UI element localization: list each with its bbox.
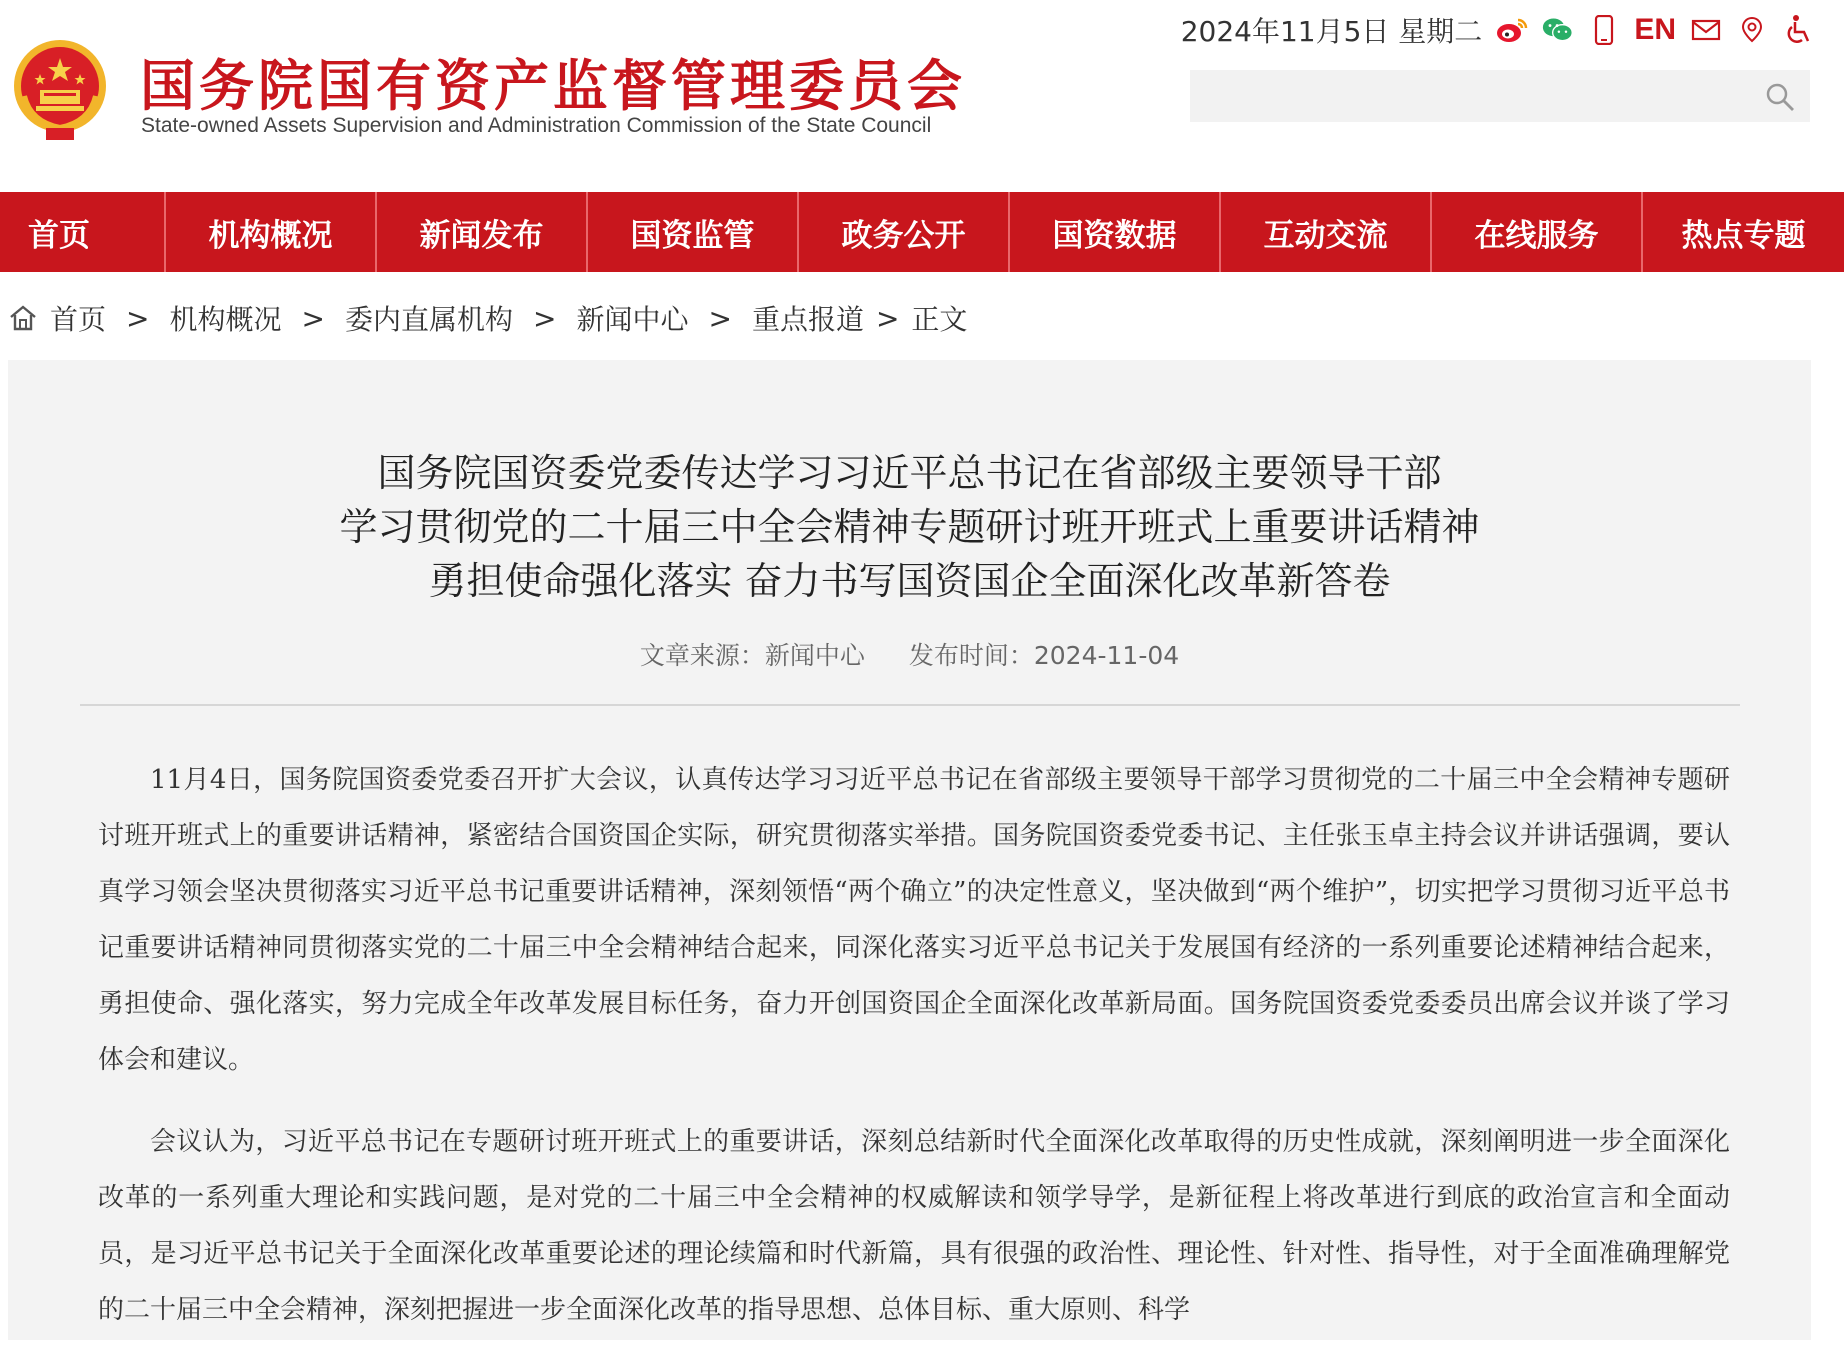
article-body — [98, 752, 1730, 1364]
accessibility-icon[interactable] — [1782, 14, 1814, 46]
nav-item-hot-topics[interactable]: 热点专题 — [1681, 217, 1806, 254]
article-source: 文章来源：新闻中心 — [639, 641, 865, 670]
nav-item-news-release[interactable]: 新闻发布 — [377, 192, 588, 272]
weibo-icon[interactable] — [1496, 14, 1528, 46]
search-box — [1190, 70, 1810, 122]
breadcrumb-current: 正文 — [911, 303, 968, 336]
article-title — [8, 446, 1811, 608]
national-emblem-logo[interactable] — [10, 36, 110, 142]
article-meta — [8, 636, 1811, 672]
breadcrumb-organization[interactable]: 机构概况 — [169, 303, 282, 336]
breadcrumb-affiliated-institutions[interactable]: 委内直属机构 — [344, 303, 513, 336]
breadcrumb-news-center[interactable]: 新闻中心 — [576, 303, 689, 336]
nav-item-supervision[interactable]: 国资监管 — [588, 192, 799, 272]
mobile-icon[interactable] — [1588, 14, 1620, 46]
title-divider — [80, 704, 1740, 706]
nav-item-government-affairs[interactable]: 政务公开 — [799, 192, 1010, 272]
site-subtitle: State-owned Assets Supervision and Administration Commission of the State Council — [141, 114, 932, 137]
breadcrumb-separator: > — [301, 301, 325, 335]
breadcrumb — [8, 296, 967, 340]
nav-item-online-service[interactable]: 在线服务 — [1432, 192, 1643, 272]
top-utility-bar — [1181, 10, 1814, 50]
location-icon[interactable] — [1736, 14, 1768, 46]
nav-item-home[interactable]: 首页 — [0, 192, 166, 272]
site-header — [0, 0, 1844, 192]
nav-item-data[interactable]: 国资数据 — [1010, 192, 1221, 272]
breadcrumb-home[interactable]: 首页 — [50, 303, 107, 336]
article-title-line: 国务院国资委党委传达学习习近平总书记在省部级主要领导干部 — [377, 451, 1442, 495]
article-paragraph: 会议认为，习近平总书记在专题研讨班开班式上的重要讲话，深刻总结新时代全面深化改革取得的历史性成就，深刻阐明进一步全面深化改革的一系列重大理论和实践问题，是对党的二十届三中全会精神的权威解读和领学导学，是新征程上将改革进行到底的政治宣言和全面动员，是习近平总书记关于全面深化改革重要论述的理论续篇和时代新篇，具有很强的政治性、理论性、针对性、指导性，对于全面准确理解党的二十届三中全会精神，深刻把握进一步全面深化改革的指导思想、总体目标、重大原则、科学 — [98, 1127, 1730, 1325]
breadcrumb-separator: > — [126, 301, 150, 335]
article-container — [8, 360, 1811, 1340]
article-publish-time: 发布时间：2024-11-04 — [908, 641, 1180, 670]
search-input[interactable] — [1190, 70, 1762, 122]
home-icon[interactable] — [8, 303, 38, 333]
breadcrumb-key-reports[interactable]: 重点报道 — [751, 303, 864, 336]
main-nav — [0, 192, 1844, 272]
article-title-line: 学习贯彻党的二十届三中全会精神专题研讨班开班式上重要讲话精神 — [339, 505, 1480, 549]
breadcrumb-separator: > — [875, 301, 900, 335]
english-link[interactable]: EN — [1634, 13, 1676, 46]
site-title: 国务院国有资产监督管理委员会 — [140, 53, 967, 118]
current-date: 2024年11月5日 星期二 — [1180, 15, 1483, 48]
breadcrumb-separator: > — [532, 301, 557, 335]
article-title-line: 勇担使命强化落实 奋力书写国资国企全面深化改革新答卷 — [428, 559, 1391, 603]
article-paragraph: 11月4日，国务院国资委党委召开扩大会议，认真传达学习习近平总书记在省部级主要领导干部学习贯彻党的二十届三中全会精神专题研讨班开班式上的重要讲话精神，紧密结合国资国企实际，研究贯彻落实举措。国务院国资委党委书记、主任张玉卓主持会议并讲话强调，要认真学习领会坚决贯彻落实习近平总书记重要讲话精神，深刻领悟“两个确立”的决定性意义，坚决做到“两个维护”，切实把学习贯彻习近平总书记重要讲话精神同贯彻落实党的二十届三中全会精神结合起来，同深化落实习近平总书记关于发展国有经济的一系列重要论述精神结合起来，勇担使命、强化落实，努力完成全年改革发展目标任务，奋力开创国资国企全面深化改革新局面。国务院国资委党委委员出席会议并谈了学习体会和建议。 — [98, 765, 1730, 1075]
mail-icon[interactable] — [1690, 14, 1722, 46]
breadcrumb-separator: > — [708, 301, 732, 335]
wechat-icon[interactable] — [1542, 14, 1574, 46]
nav-item-interaction[interactable]: 互动交流 — [1221, 192, 1432, 272]
nav-item-organization[interactable]: 机构概况 — [166, 192, 377, 272]
search-icon[interactable] — [1764, 81, 1796, 113]
